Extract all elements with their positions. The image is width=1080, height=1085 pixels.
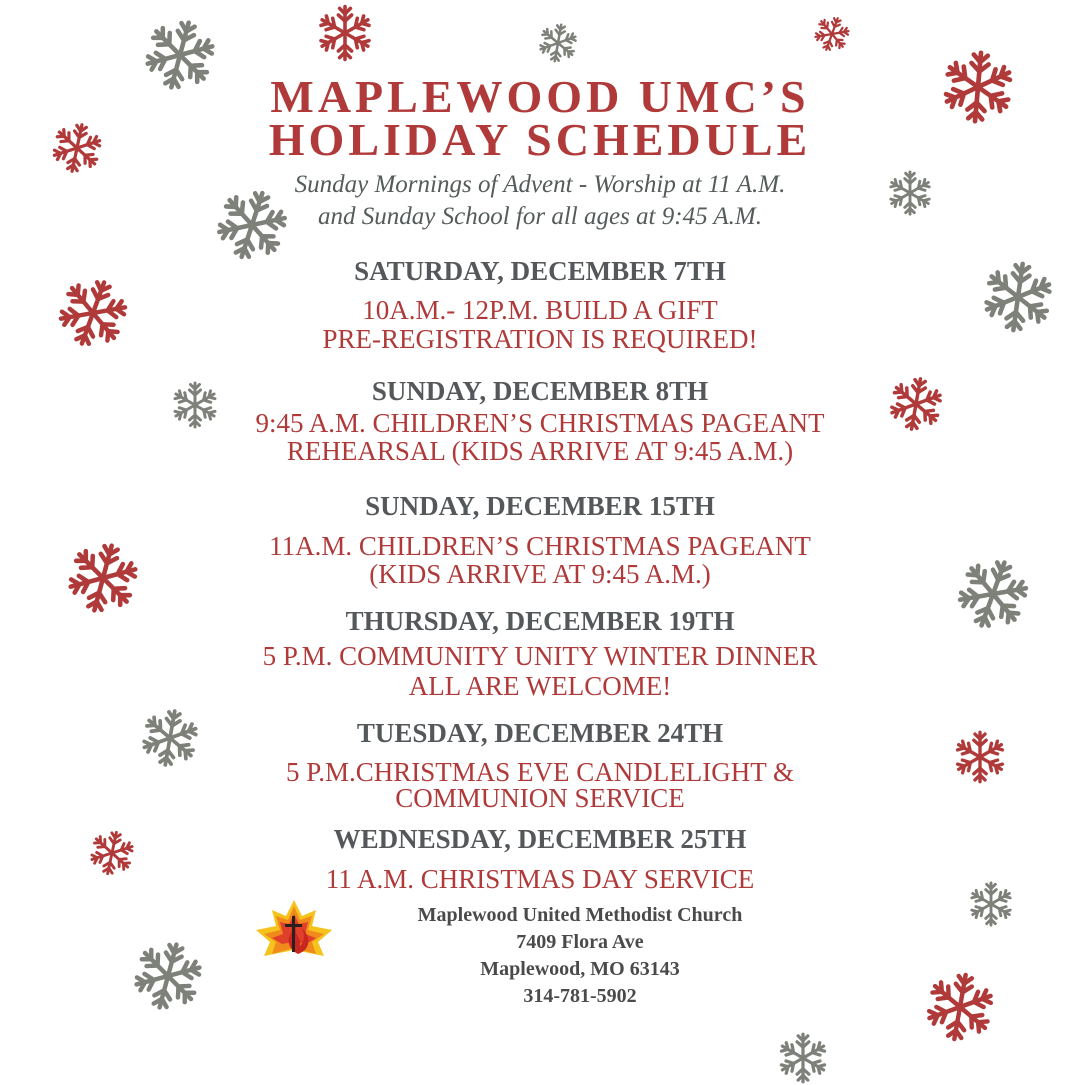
event-detail-dec-24-line-1: 5 P.M.CHRISTMAS EVE CANDLELIGHT & xyxy=(285,757,795,787)
event-detail-dec-24-line-2: COMMUNION SERVICE xyxy=(395,783,685,813)
event-detail-dec-8-line-1: 9:45 A.M. CHILDREN’S CHRISTMAS PAGEANT xyxy=(255,408,825,438)
title-line-1: MAPLEWOOD UMC’S xyxy=(270,71,810,122)
snowflake-icon xyxy=(534,19,583,68)
event-detail-dec-8-line-2: REHEARSAL (KIDS ARRIVE AT 9:45 A.M.) xyxy=(286,436,794,466)
event-detail-dec-7-line-1: 10A.M.- 12P.M. BUILD A GIFT xyxy=(362,295,718,325)
event-detail-dec-19-line-2: ALL ARE WELCOME! xyxy=(408,671,672,701)
footer-city-state-zip: Maplewood, MO 63143 xyxy=(480,958,680,980)
snowflake-icon xyxy=(776,1031,830,1085)
event-date-dec-8: SUNDAY, DECEMBER 8TH xyxy=(371,376,709,406)
event-date-dec-15: SUNDAY, DECEMBER 15TH xyxy=(365,491,715,521)
event-detail-dec-19-line-1: 5 P.M. COMMUNITY UNITY WINTER DINNER xyxy=(262,641,818,671)
footer-phone-number: 314-781-5902 xyxy=(523,985,637,1007)
footer-church-name: Maplewood United Methodist Church xyxy=(417,904,743,926)
event-detail-dec-25-line-1: 11 A.M. CHRISTMAS DAY SERVICE xyxy=(325,864,755,894)
snowflake-icon xyxy=(315,3,375,63)
event-detail-dec-7-line-2: PRE-REGISTRATION IS REQUIRED! xyxy=(322,324,758,354)
footer-street-address: 7409 Flora Ave xyxy=(516,931,644,953)
title-line-2: HOLIDAY SCHEDULE xyxy=(268,114,812,165)
subtitle-line-2: and Sunday School for all ages at 9:45 A.M. xyxy=(318,203,762,230)
event-detail-dec-15-line-2: (KIDS ARRIVE AT 9:45 A.M.) xyxy=(369,559,711,589)
event-date-dec-24: TUESDAY, DECEMBER 24TH xyxy=(356,718,724,748)
event-date-dec-25: WEDNESDAY, DECEMBER 25TH xyxy=(333,824,747,854)
event-detail-dec-15-line-1: 11A.M. CHILDREN’S CHRISTMAS PAGEANT xyxy=(269,531,811,561)
event-date-dec-7: SATURDAY, DECEMBER 7TH xyxy=(354,256,726,286)
snowflake-icon xyxy=(808,10,857,59)
subtitle-line-1: Sunday Mornings of Advent - Worship at 11 A.M. xyxy=(294,171,786,198)
event-date-dec-19: THURSDAY, DECEMBER 19TH xyxy=(345,606,735,636)
